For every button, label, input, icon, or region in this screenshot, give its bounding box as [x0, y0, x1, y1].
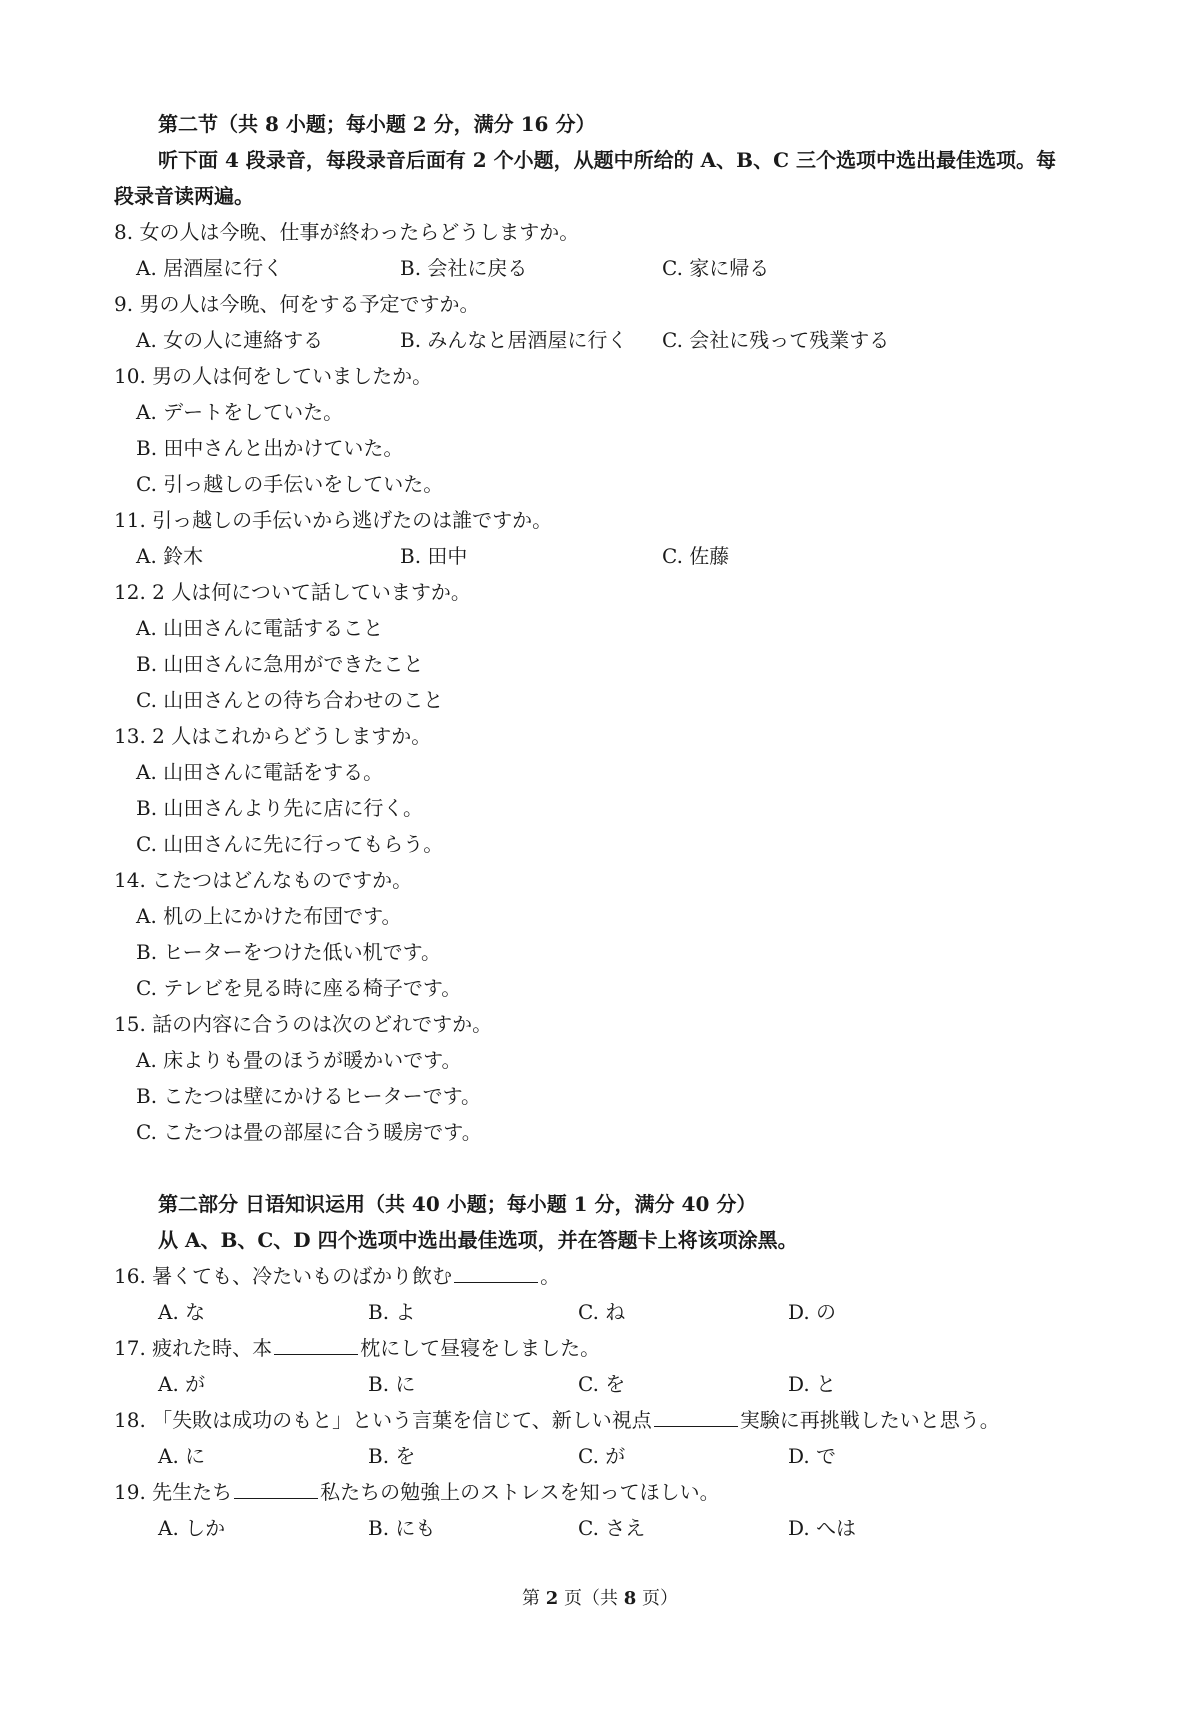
option-a: A. 居酒屋に行く — [136, 256, 284, 280]
stem-after: 。 — [540, 1264, 561, 1288]
option-a: A. が — [158, 1372, 206, 1396]
option-b: B. こたつは壁にかけるヒーターです。 — [136, 1084, 482, 1108]
page-total: 8 — [623, 1588, 637, 1609]
stem-after: 実験に再挑戦したいと思う。 — [739, 1408, 1000, 1432]
option-a: A. 机の上にかけた布団です。 — [136, 904, 402, 928]
option-c: C. 山田さんとの待ち合わせのこと — [136, 688, 444, 712]
section-instruction-line1: 听下面 4 段录音，每段录音后面有 2 个小题，从题中所给的 A、B、C 三个选项中选出最佳选项。每 — [158, 148, 1056, 172]
question-stem: 11. 引っ越しの手伝いから逃げたのは誰ですか。 — [114, 508, 553, 532]
option-a: A. 山田さんに電話すること — [136, 616, 384, 640]
question-stem — [114, 1478, 720, 1506]
page-number: 2 — [545, 1588, 559, 1609]
option-b: B. 山田さんより先に店に行く。 — [136, 796, 424, 820]
question-stem: 13. 2 人はこれからどうしますか。 — [114, 724, 432, 748]
question-stem — [114, 1406, 1000, 1434]
option-c: C. テレビを見る時に座る椅子です。 — [136, 976, 462, 1000]
option-c: C. 引っ越しの手伝いをしていた。 — [136, 472, 444, 496]
option-b: B. ヒーターをつけた低い机です。 — [136, 940, 442, 964]
option-d: D. と — [788, 1372, 837, 1396]
option-c: C. 会社に残って残業する — [662, 328, 890, 352]
option-b: B. に — [368, 1372, 416, 1396]
option-c: C. こたつは畳の部屋に合う暖房です。 — [136, 1120, 482, 1144]
answer-blank — [454, 1262, 538, 1283]
option-c: C. が — [578, 1444, 626, 1468]
option-a: A. デートをしていた。 — [136, 400, 344, 424]
footer-prefix: 第 — [522, 1588, 546, 1609]
option-c: C. 佐藤 — [662, 544, 730, 568]
question-stem — [114, 1262, 560, 1290]
section-instruction-line2: 段录音读两遍。 — [114, 184, 254, 208]
option-d: D. の — [788, 1300, 837, 1324]
stem-before: 17. 疲れた時、本 — [114, 1336, 273, 1360]
question-stem: 14. こたつはどんなものですか。 — [114, 868, 413, 892]
option-b: B. 田中 — [400, 544, 468, 568]
option-a: A. 女の人に連絡する — [136, 328, 324, 352]
answer-blank — [274, 1334, 358, 1355]
answer-blank — [654, 1406, 738, 1427]
part-heading: 第二部分 日语知识运用（共 40 小题；每小题 1 分，满分 40 分） — [158, 1192, 757, 1216]
question-stem: 15. 話の内容に合うのは次のどれですか。 — [114, 1012, 493, 1036]
option-b: B. 会社に戻る — [400, 256, 528, 280]
section-heading: 第二节（共 8 小题；每小题 2 分，满分 16 分） — [158, 112, 596, 136]
option-a: A. 鈴木 — [136, 544, 204, 568]
option-b: B. を — [368, 1444, 416, 1468]
question-stem — [114, 1334, 600, 1362]
option-b: B. 田中さんと出かけていた。 — [136, 436, 404, 460]
stem-before: 19. 先生たち — [114, 1480, 233, 1504]
option-b: B. よ — [368, 1300, 416, 1324]
option-c: C. を — [578, 1372, 626, 1396]
footer-middle: 页（共 — [558, 1588, 624, 1609]
option-c: C. ね — [578, 1300, 626, 1324]
question-stem: 8. 女の人は今晩、仕事が終わったらどうしますか。 — [114, 220, 580, 244]
answer-blank — [234, 1478, 318, 1499]
stem-after: 枕にして昼寝をしました。 — [360, 1336, 601, 1360]
stem-before: 18. 「失敗は成功のもと」という言葉を信じて、新しい視点 — [114, 1408, 652, 1432]
part-instruction: 从 A、B、C、D 四个选项中选出最佳选项，并在答题卡上将该项涂黑。 — [158, 1228, 798, 1252]
option-d: D. へは — [788, 1516, 857, 1540]
option-a: A. な — [158, 1300, 206, 1324]
option-b: B. 山田さんに急用ができたこと — [136, 652, 424, 676]
option-a: A. しか — [158, 1516, 226, 1540]
option-c: C. 家に帰る — [662, 256, 770, 280]
stem-before: 16. 暑くても、冷たいものばかり飲む — [114, 1264, 453, 1288]
option-c: C. さえ — [578, 1516, 646, 1540]
question-stem: 12. 2 人は何について話していますか。 — [114, 580, 471, 604]
option-a: A. 山田さんに電話をする。 — [136, 760, 384, 784]
option-b: B. みんなと居酒屋に行く — [400, 328, 628, 352]
option-c: C. 山田さんに先に行ってもらう。 — [136, 832, 444, 856]
option-d: D. で — [788, 1444, 837, 1468]
option-a: A. に — [158, 1444, 206, 1468]
option-b: B. にも — [368, 1516, 436, 1540]
stem-after: 私たちの勉強上のストレスを知ってほしい。 — [320, 1480, 720, 1504]
option-a: A. 床よりも畳のほうが暖かいです。 — [136, 1048, 462, 1072]
question-stem: 9. 男の人は今晩、何をする予定ですか。 — [114, 292, 480, 316]
footer-suffix: 页） — [636, 1588, 678, 1609]
question-stem: 10. 男の人は何をしていましたか。 — [114, 364, 433, 388]
page-footer — [0, 1586, 1200, 1612]
